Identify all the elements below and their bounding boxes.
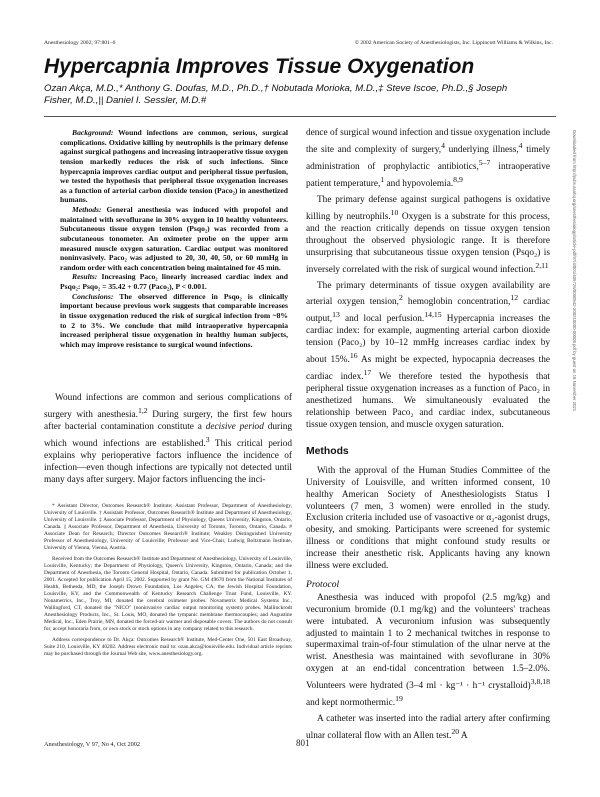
right-column <box>306 128 550 743</box>
abstract-background-label: Background: <box>72 128 114 137</box>
author-list: Ozan Akça, M.D.,* Anthony G. Doufas, M.D., Ph.D.,† Nobutada Morioka, M.D.,‡ Steve Iscoe, Ph.D.,§ Joseph Fisher, M.D.,|| Daniel I. Sessler, M.D.# <box>44 83 508 106</box>
abstract-conclusions-label: Conclusions: <box>72 291 114 301</box>
citation: 3 <box>205 434 210 444</box>
methods-paragraph: With the approval of the Human Studies Committee of the University of Louisville, and written informed consent, 10 healthy American Society of Anesthesiologists Status I volunteers (7 men, 3 women) were enrolled in the study. Exclusion criteria included use of vasoactive or α₂-agonist drugs, obesity, and smoking. Participants were screened for systemic illness or conditions that might confound study results or increase their anesthetic risk. Applicants having any known illness were excluded. <box>306 465 550 572</box>
page-number: 801 <box>296 738 310 748</box>
footnote-affiliations: * Assistant Director, Outcomes Research® Institute; Assistant Professor, Department of Anesthesiology, University of Louisville. † Assistant Professor, Outcomes Research® Institute and Department of Anesthesiology, University of Louisville. ‡ Associate Professor, Department of Physiology, Queens University, Kingston, Ontario, Canada. || Associate Professor, Department of Anesthesia, University of Toronto, Toronto, Ontario, Canada. # Associate Dean for Research; Director Outcomes Research® Institute; Weakley Distinguished University Professor of Anesthesiology, University of Louisville; Professor and Vice-Chair, Ludwig Boltzmann Institute, University of Vienna, Vienna, Austria. <box>44 503 292 551</box>
introduction <box>44 393 292 487</box>
body-paragraph: The primary defense against surgical pathogens is oxidative killing by neutrophils.$^{10}$ Oxygen is a substrate for this process, and the reaction critically depends on tissue oxygen tension throughout the observed physiologic range. It is therefore unsurprising that subcutaneous tissue oxygen tension (Psqo₂) is inversely correlated with the risk of surgical wound infection.$^{2,11}$ <box>306 194 550 275</box>
abstract-results-label: Results: <box>72 272 98 282</box>
footnotes <box>44 503 292 662</box>
citation: 1,2 <box>137 405 148 415</box>
header-divider <box>44 116 556 117</box>
footer-citation: Anesthesiology, V 97, No 4, Oct 2002 <box>44 741 141 748</box>
journal-info: Anesthesiology 2002; 97:801–6 <box>44 40 116 46</box>
abstract <box>60 128 288 349</box>
protocol-heading: Protocol <box>306 578 340 590</box>
body-paragraph: The primary determinants of tissue oxygen availability are arterial oxygen tension,$^2$ hemoglobin concentration,$^{12}$ cardiac output,$^{13}$ and local perfusion.$^{14,15}$ Hypercapnia increases the cardiac index: for example, augmenting arterial carbon dioxide tension (Paco₂) by 10–12 mmHg increases cardiac index by about 15%.$^{16}$ As might be expected, hypocapnia decreases the cardiac index.$^{17}$ We therefore tested the hypothesis that peripheral tissue oxygenation increases as a function of Paco₂ in anesthetized humans. We simultaneously evaluated the relationship between Paco₂ and cardiac index, subcutaneous tissue oxygen tension, and muscle oxygen saturation. <box>306 280 550 430</box>
footnote-correspondence: Address correspondence to Dr. Akça: Outcomes Research® Institute, Med-Center One, 501 East Broadway, Suite 210, Louisville, KY 40202. Address electronic mail to: ozan.akca@louisville.edu. Individual article reprints may be purchased through the Journal Web site, www.anesthesiology.org. <box>44 637 292 657</box>
protocol-paragraph: Anesthesia was induced with propofol (2.5 mg/kg) and vecuronium bromide (0.1 mg/kg) and the volunteers' tracheas were intubated. A vecuronium infusion was subsequently adjusted to maintain 1 to 2 mechanical twitches in response to supermaximal train-of-four stimulation of the ulnar nerve at the wrist. Anesthesia was maintained with sevoflurane in 30% oxygen at an end-tidal concentration between 1.5–2.0%. Volunteers were hydrated (3–4 ml · kg⁻¹ · h⁻¹ crystalloid)$^{3,8,18}$ and kept normothermic.$^{19}$ <box>306 592 550 709</box>
protocol-paragraph: A catheter was inserted into the radial artery after confirming ulnar collateral flow with an Allen test.$^{20}$ A <box>306 714 550 742</box>
copyright-notice: © 2002 American Society of Anesthesiologists, Inc. Lippincott Williams & Wilkins, Inc. <box>354 40 553 46</box>
footnote-received: Received from the Outcomes Research® Institute and Department of Anesthesiology, University of Louisville, Louisville, Kentucky; the Department of Physiology, Queen's University, Kingston, Ontario, Canada; and the Department of Anesthesia, the Toronto General Hospital, Ontario, Canada. Submitted for publication October 1, 2001. Accepted for publication April 15, 2002. Supported by grant No. GM 49670 from the National Institutes of Health, Bethesda, MD, the Joseph Drown Foundation, Los Angeles, CA, the Jewish Hospital Foundation, Louisville, KY, and the Commonwealth of Kentucky Research Challenge Trust Fund, Louisville, KY. Nonametrics, Inc., Troy, MI, donated the cerebral oximeter probes. Novametrix Medical Systems Inc., Wallingford, CT, donated the "NICO" (noninvasive cardiac output monitoring system) probes. Mallinckrodt Anesthesiology Products, Inc., St. Louis, MO, donated the tympanic membrane thermocouples; and Augustine Medical, Inc., Eden Prairie, MN, donated the forced-air warmer and disposable covers. The authors do not consult for, accept honoraria from, or own stock or stock options in any company related to this research. <box>44 556 292 632</box>
intro-paragraph: Wound infections are common and serious complications of surgery with anesthesia.$^{1,2}$ During surgery, the first few hours after bacterial contamination constitute a decisive period during which wound infections are established.$^3$ This critical period explains why perioperative factors influence the incidence of infection—even though infections are typically not detected until many days after surgery. Major factors influencing the inci- <box>44 393 293 485</box>
body-paragraph: dence of surgical wound infection and tissue oxygenation include the site and complexity of surgery,$^4$ underlying illness,$^4$ timely administration of prophylactic antibiotics,$^{5-7}$ intraoperative patient temperature,$^1$ and hypovolemia.$^{8,9}$ <box>306 128 550 189</box>
abstract-background: Background: Wound infections are common, serious, surgical complications. Oxidative killing by neutrophils is the primary defense against surgical pathogens and increasing intraoperative tissue oxygen tension markedly reduces the risk of such infections. Since hypercapnia improves cardiac output and peripheral tissue perfusion, we tested the hypothesis that peripheral tissue oxygenation increases as a function of arterial carbon dioxide tension (Paco₂) in anesthetized humans. <box>60 128 288 205</box>
abstract-methods-label: Methods: <box>72 205 102 214</box>
abstract-methods: Methods: General anesthesia was induced with propofol and maintained with sevoflurane in 30% oxygen in 10 healthy volunteers. Subcutaneous tissue oxygen tension (Psqo₂) was recorded from a subcutaneous tonometer. An oximeter probe on the upper arm measured muscle oxygen saturation. Cardiac output was monitored noninvasively. Paco₂ was adjusted to 20, 30, 40, 50, or 60 mmHg in random order with each concentration being maintained for 45 min. <box>60 205 288 272</box>
abstract-results: Results: Increasing Paco₂ linearly increased cardiac index and Psqo₂: Psqo₂ = 35.42 + 0.77 (Paco₂), P < 0.001. <box>60 272 288 291</box>
article-title: Hypercapnia Improves Tissue Oxygenation <box>44 55 475 78</box>
abstract-conclusions: Conclusions: The observed difference in Psqo₂ is clinically important because previous work suggests that comparable increases in tissue oxygenation reduced the risk of surgical infection from ~8% to 2 to 3%. We conclude that mild intraoperative hypercapnia increased peripheral tissue oxygenation in healthy human subjects, which may improve resistance to surgical wound infections. <box>60 291 288 349</box>
methods-heading: Methods <box>306 445 349 457</box>
download-watermark: Downloaded from http://pubs.asahq.org/anesthesiology/article-pdf/97/4/801/405726/0000542-200210000-00008.pdf by guest on 18 November 2021 <box>572 130 577 412</box>
